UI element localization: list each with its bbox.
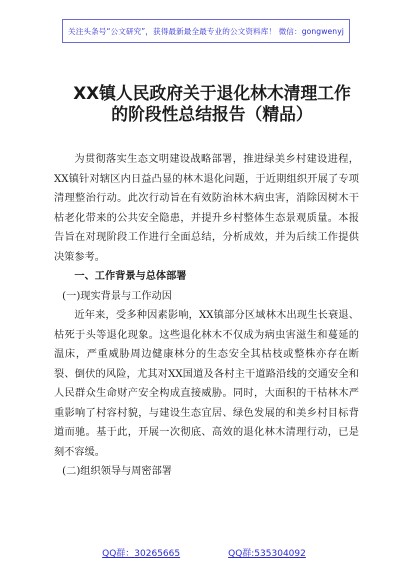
header-banner (62, 19, 350, 43)
title-line-1: XX镇人民政府关于退化林木清理工作 (73, 83, 351, 103)
document-title (60, 83, 364, 125)
header-banner-text: 关注头条号“公文研究”，获得最新最全最专业的公文资料库！ 微信：gongwenyj (68, 26, 344, 36)
section-heading-1: 一、工作背景与总体部署 (74, 271, 187, 282)
footer-qq-group-1[interactable]: QQ群：30265665 (102, 549, 181, 559)
intro-paragraph: 为贯彻落实生态文明建设战略部署，推进绿美乡村建设进程，XX镇针对辖区内日益凸显的林木退化问题，于近期组织开展了专项清理整治行动。此次行动旨在有效防治林木病虫害，消除因树木干枯老化带来的公共安全隐患，并提升乡村整体生态景观质量。本报告旨在对现阶段工作进行全面总结，分析成效，并为后续工作提供决策参考。 (54, 154, 359, 263)
background-paragraph: 近年来，受多种因素影响，XX镇部分区域林木出现生长衰退、枯死于头等退化现象。这些退化林木不仅成为病虫害滋生和蔓延的温床，严重威胁周边健康林分的生态安全其枯枝或整株亦存在断裂、倒伏的风险，尤其对XX国道及各村主干道路沿线的交通安全和人民群众生命财产安全构成直接威胁。同时，大面积的干枯林木严重影响了村容村貌，与建设生态宜居、绿色发展的和美乡村目标背道而驰。基于此，开展一次彻底、高效的退化林木清理行动，已是刻不容缓。 (54, 310, 359, 458)
footer-qq-group-2[interactable]: QQ群:535304092 (228, 549, 306, 559)
subsection-heading-1-2: (二)组织领导与周密部署 (62, 466, 172, 477)
title-line-2: 的阶段性总结报告（精品） (111, 104, 313, 124)
document-body (54, 150, 359, 482)
subsection-heading-1-1: (一)现实背景与工作动因 (62, 290, 172, 302)
footer (0, 546, 408, 559)
